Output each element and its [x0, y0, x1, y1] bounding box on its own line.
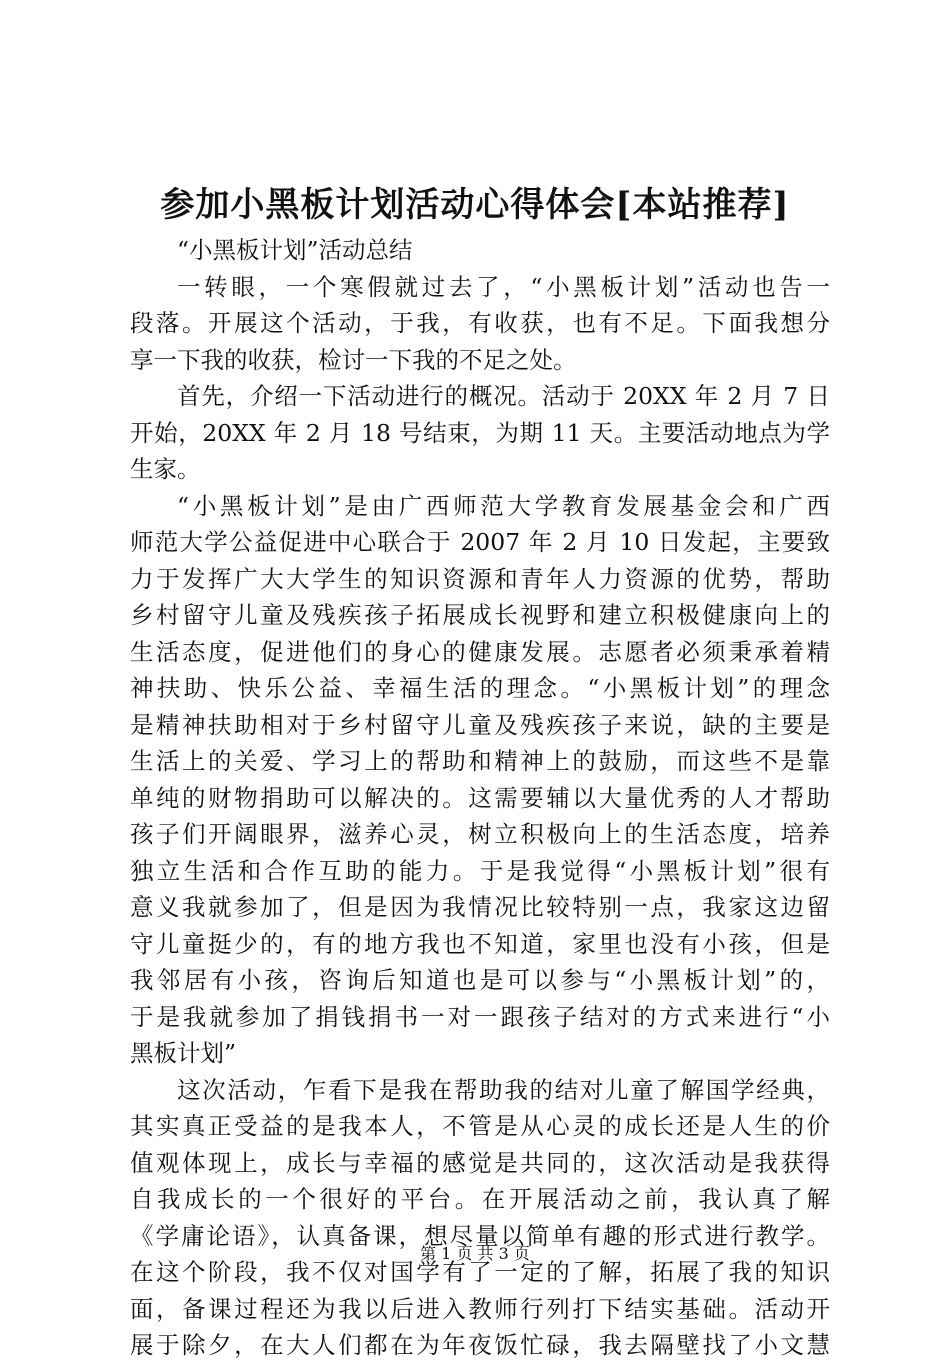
text-line: 一转眼，一个寒假就过去了，“小黑板计划”活动也告一 [177, 272, 830, 301]
text-line: 我邻居有小孩，咨询后知道也是可以参与“小黑板计划”的， [130, 966, 830, 994]
text-line: 生家。 [130, 455, 201, 483]
text-line: 师范大学公益促进中心联合于 2007 年 2 月 10 日发起，主要致 [130, 528, 830, 556]
document-title: 参加小黑板计划活动心得体会[本站推荐] [160, 185, 790, 225]
text-line: 守儿童挺少的，有的地方我也不知道，家里也没有小孩，但是 [130, 929, 830, 958]
text-line: 开始，20XX 年 2 月 18 号结束，为期 11 天。主要活动地点为学 [130, 418, 830, 447]
text-line: 是精神扶助相对于乡村留守儿童及残疾孩子来说，缺的主要是 [130, 710, 830, 739]
text-line: “小黑板计划”是由广西师范大学教育发展基金会和广西 [177, 491, 830, 520]
text-line: 黑板计划” [130, 1039, 237, 1067]
text-line: 意义我就参加了，但是因为我情况比较特别一点，我家这边留 [130, 893, 830, 921]
text-line: 生活态度，促进他们的身心的健康发展。志愿者必须秉承着精 [130, 637, 830, 666]
text-line: “小黑板计划”活动总结 [177, 236, 413, 264]
text-line: 首先，介绍一下活动进行的概况。活动于 20XX 年 2 月 7 日 [177, 382, 830, 410]
text-line: 生活上的关爱、学习上的帮助和精神上的鼓励，而这些不是靠 [130, 747, 830, 775]
text-line: 《学庸论语》，认真备课，想尽量以简单有趣的形式进行教学。 [130, 1221, 830, 1250]
text-line: 自我成长的一个很好的平台。在开展活动之前，我认真了解 [130, 1185, 830, 1213]
text-line: 乡村留守儿童及残疾孩子拓展成长视野和建立积极健康向上的 [130, 601, 830, 629]
text-line: 值观体现上，成长与幸福的感觉是共同的，这次活动是我获得 [130, 1148, 830, 1177]
text-line: 单纯的财物捐助可以解决的。这需要辅以大量优秀的人才帮助 [130, 783, 830, 812]
text-line: 展于除夕，在大人们都在为年夜饭忙碌，我去隔壁找了小文慧 [130, 1331, 830, 1359]
text-line: 力于发挥广大大学生的知识资源和青年人力资源的优势，帮助 [130, 564, 830, 593]
text-line: 在这个阶段，我不仅对国学有了一定的了解，拓展了我的知识 [130, 1258, 830, 1286]
text-line: 神扶助、快乐公益、幸福生活的理念。“小黑板计划”的理念 [130, 674, 830, 702]
text-line: 独立生活和合作互助的能力。于是我觉得“小黑板计划”很有 [130, 856, 830, 885]
text-line: 面，备课过程还为我以后进入教师行列打下结实基础。活动开 [130, 1294, 830, 1323]
document-body [130, 232, 830, 1364]
text-line: 享一下我的收获，检讨一下我的不足之处。 [130, 345, 577, 374]
text-line: 于是我就参加了捐钱捐书一对一跟孩子结对的方式来进行“小 [130, 1002, 830, 1031]
text-line: 这次活动，乍看下是我在帮助我的结对儿童了解国学经典， [177, 1075, 830, 1104]
text-line: 段落。开展这个活动，于我，有收获，也有不足。下面我想分 [130, 309, 830, 337]
text-line: 孩子们开阔眼界，滋养心灵，树立积极向上的生活态度，培养 [130, 820, 830, 848]
page-footer: 第 1 页 共 3 页 [420, 1244, 530, 1263]
text-line: 其实真正受益的是我本人，不管是从心灵的成长还是人生的价 [130, 1112, 830, 1140]
